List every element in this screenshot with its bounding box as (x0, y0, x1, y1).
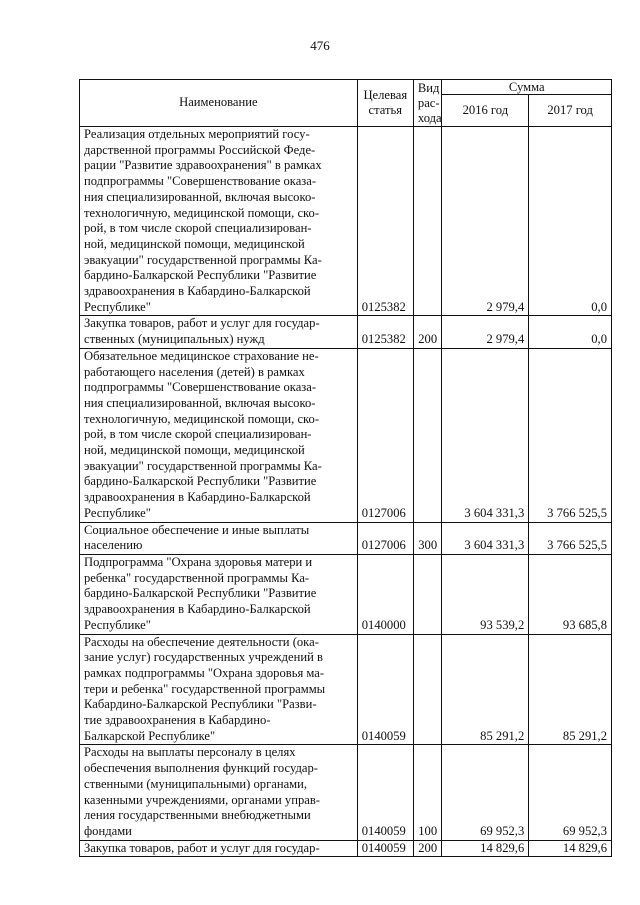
row-name-line: технологичную, медицинской помощи, ско- (84, 205, 320, 220)
header-year-2017: 2017 год (529, 95, 612, 127)
row-amount-2016: 93 539,2 (442, 554, 529, 634)
row-expense-type: 200 (413, 840, 442, 857)
row-amount-2016: 85 291,2 (442, 634, 529, 745)
row-target-article: 0127006 (357, 348, 413, 522)
row-name-line: бардино-Балкарской Республики "Развитие (84, 268, 317, 283)
row-name-line: подпрограммы "Совершенствование оказа- (84, 380, 317, 395)
table-row (80, 840, 612, 857)
row-name (80, 634, 358, 745)
row-expense-type: 100 (413, 745, 442, 840)
row-name-line: Расходы на обеспечение деятельности (ока- (84, 634, 319, 649)
row-name-line: ния специализированной, включая высоко- (84, 395, 316, 410)
row-name-line: Реализация отдельных мероприятий госу- (84, 127, 310, 141)
row-name-line: рамках подпрограммы "Охрана здоровья ма- (84, 665, 325, 680)
row-amount-2017: 0,0 (529, 316, 612, 348)
row-name-line: Подпрограмма "Охрана здоровья матери и (84, 554, 313, 569)
row-name-line: ной, медицинской помощи, медицинской (84, 236, 305, 251)
row-target-article: 0127006 (357, 522, 413, 554)
row-amount-2016: 3 604 331,3 (442, 348, 529, 522)
row-name-line: ственных (муниципальных) нужд (84, 332, 265, 347)
row-name-line: тери и ребенка" государственной программы (84, 681, 326, 696)
header-sum: Сумма (442, 80, 612, 95)
row-name-line: Республике" (84, 617, 151, 632)
row-name-line: работающего населения (детей) в рамках (84, 364, 305, 379)
row-name-line: рой, в том числе скорой специализирован- (84, 221, 312, 236)
row-name-line: Республике" (84, 299, 151, 314)
row-name-line: Балкарской Республике" (84, 728, 216, 743)
row-name-line: ственными (муниципальными) органами, (84, 776, 308, 791)
row-target-article: 0140000 (357, 554, 413, 634)
row-name-line: Социальное обеспечение и иные выплаты (84, 522, 310, 537)
row-name-line: здравоохранения в Кабардино-Балкарской (84, 284, 311, 299)
table-row (80, 634, 612, 745)
row-name-line: ния специализированной, включая высоко- (84, 189, 316, 204)
header-year-2016: 2016 год (442, 95, 529, 127)
row-name-line: зание услуг) государственных учреждений в (84, 650, 323, 665)
row-amount-2016: 14 829,6 (442, 840, 529, 857)
row-amount-2017: 14 829,6 (529, 840, 612, 857)
row-name-line: Расходы на выплаты персоналу в целях (84, 745, 296, 760)
row-name-line: ления государственными внебюджетными (84, 808, 311, 823)
row-name-line: здравоохранения в Кабардино-Балкарской (84, 490, 311, 505)
row-name-line: Республике" (84, 505, 151, 520)
row-expense-type (413, 348, 442, 522)
row-name-line: обеспечения выполнения функций государ- (84, 761, 318, 776)
row-target-article: 0140059 (357, 745, 413, 840)
header-target-article: Целевая статья (357, 80, 413, 127)
table-row (80, 554, 612, 634)
row-name-line: бардино-Балкарской Республики "Развитие (84, 474, 317, 489)
row-name (80, 127, 358, 316)
row-amount-2017: 3 766 525,5 (529, 348, 612, 522)
row-name-line: казенными учреждениями, органами управ- (84, 792, 320, 807)
row-name-line: населению (84, 538, 143, 553)
row-name-line: технологичную, медицинской помощи, ско- (84, 411, 320, 426)
row-amount-2017: 93 685,8 (529, 554, 612, 634)
row-amount-2017: 0,0 (529, 127, 612, 316)
row-name (80, 348, 358, 522)
row-amount-2017: 3 766 525,5 (529, 522, 612, 554)
row-name-line: бардино-Балкарской Республики "Развитие (84, 586, 317, 601)
row-name (80, 522, 358, 554)
row-target-article: 0125382 (357, 127, 413, 316)
row-name-line: дарственной программы Российской Феде- (84, 142, 316, 157)
row-name (80, 840, 358, 857)
row-target-article: 0140059 (357, 634, 413, 745)
row-name (80, 554, 358, 634)
row-expense-type: 300 (413, 522, 442, 554)
row-expense-type (413, 127, 442, 316)
row-target-article: 0140059 (357, 840, 413, 857)
row-name-line: здравоохранения в Кабардино-Балкарской (84, 602, 311, 617)
row-name-line: Обязательное медицинское страхование не- (84, 348, 319, 363)
row-expense-type (413, 554, 442, 634)
row-name-line: фондами (84, 823, 132, 838)
header-name: Наименование (80, 80, 358, 127)
table-row (80, 348, 612, 522)
row-amount-2016: 69 952,3 (442, 745, 529, 840)
row-amount-2017: 69 952,3 (529, 745, 612, 840)
row-name-line: рации "Развитие здравоохранения" в рамках (84, 158, 322, 173)
row-name-line: эвакуации" государственной программы Ка- (84, 252, 322, 267)
row-amount-2016: 2 979,4 (442, 316, 529, 348)
row-expense-type: 200 (413, 316, 442, 348)
row-amount-2016: 2 979,4 (442, 127, 529, 316)
row-name-line: ной, медицинской помощи, медицинской (84, 443, 305, 458)
table-row (80, 127, 612, 316)
row-name-line: эвакуации" государственной программы Ка- (84, 458, 322, 473)
table-row (80, 316, 612, 348)
row-name-line: Закупка товаров, работ и услуг для государ- (84, 840, 320, 855)
table-body (80, 127, 612, 857)
row-name-line: ребенка" государственной программы Ка- (84, 570, 310, 585)
budget-table (79, 79, 612, 857)
row-name-line: тие здравоохранения в Кабардино- (84, 713, 271, 728)
row-name-line: подпрограммы "Совершенствование оказа- (84, 174, 317, 189)
row-name-line: рой, в том числе скорой специализирован- (84, 427, 312, 442)
table-row (80, 522, 612, 554)
row-target-article: 0125382 (357, 316, 413, 348)
row-name (80, 745, 358, 840)
row-expense-type (413, 634, 442, 745)
row-name-line: Кабардино-Балкарской Республики "Разви- (84, 697, 317, 712)
row-name (80, 316, 358, 348)
row-amount-2016: 3 604 331,3 (442, 522, 529, 554)
row-name-line: Закупка товаров, работ и услуг для государ- (84, 316, 320, 331)
page-number: 476 (310, 38, 330, 53)
header-expense-type: Вид рас-хода (413, 80, 442, 127)
row-amount-2017: 85 291,2 (529, 634, 612, 745)
table-row (80, 745, 612, 840)
